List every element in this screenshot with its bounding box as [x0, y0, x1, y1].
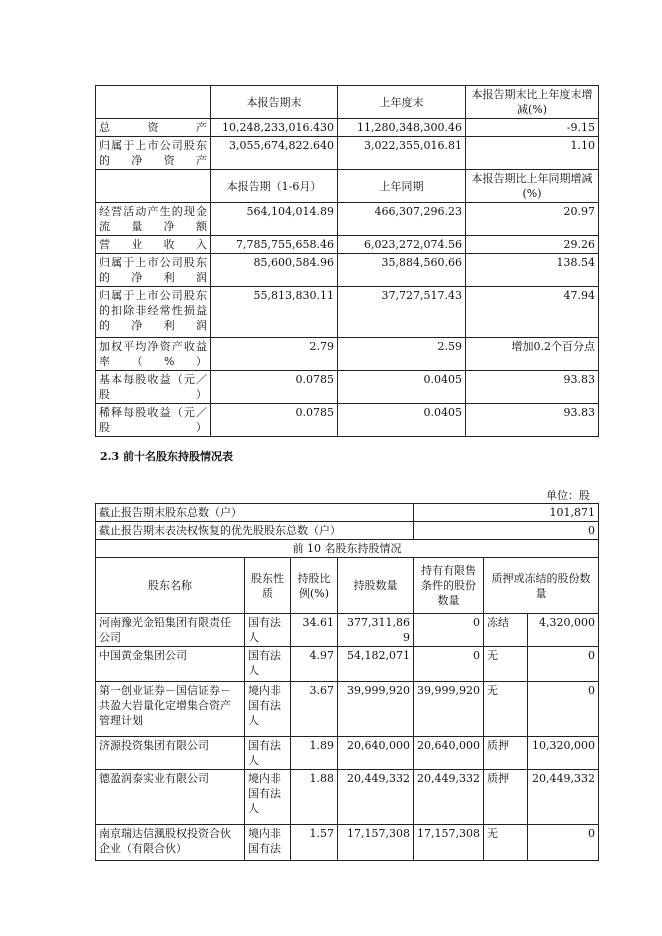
pledge-status: 无	[484, 647, 528, 682]
shareholder-type: 国有法人	[245, 737, 291, 770]
restricted-shares: 20,449,332	[414, 770, 484, 825]
column-header: 上年同期	[338, 170, 466, 203]
table-row	[96, 254, 599, 287]
top-shareholders-table	[95, 503, 599, 861]
pledged-shares: 20,449,332	[528, 770, 599, 825]
pledge-status: 无	[484, 682, 528, 737]
shareholder-name: 济源投资集团有限公司	[96, 737, 245, 770]
header-row	[96, 170, 599, 203]
value-cell: 564,104,014.89	[211, 203, 338, 236]
holding-ratio: 1.57	[291, 825, 338, 861]
restricted-shares: 17,157,308	[414, 825, 484, 861]
shareholder-type: 国有法人	[245, 614, 291, 647]
shareholder-row	[96, 647, 599, 682]
value-cell: 29.26	[466, 236, 599, 254]
shareholder-name: 南京瑞达信渢股权投资合伙企业（有限合伙）	[96, 825, 245, 861]
table-subtitle: 前 10 名股东持股情况	[96, 540, 599, 558]
pledged-shares: 0	[528, 647, 599, 682]
value-cell: 2.79	[211, 338, 338, 371]
table-row	[96, 404, 599, 437]
shareholder-type: 境内非国有法人	[245, 770, 291, 825]
pledge-status: 无	[484, 825, 528, 861]
table-row	[96, 203, 599, 236]
shareholder-row	[96, 825, 599, 861]
column-header: 持股比例(%)	[291, 558, 338, 614]
holding-ratio: 4.97	[291, 647, 338, 682]
holding-ratio: 3.67	[291, 682, 338, 737]
value-cell: 20.97	[466, 203, 599, 236]
shareholder-row	[96, 614, 599, 647]
restricted-shares: 0	[414, 647, 484, 682]
pledged-shares: 0	[528, 682, 599, 737]
subtitle-row	[96, 540, 599, 558]
restricted-shares: 39,999,920	[414, 682, 484, 737]
section-title: 2.3 前十名股东持股情况表	[100, 450, 233, 463]
shareholder-row	[96, 682, 599, 737]
value-cell: 35,884,560.66	[338, 254, 466, 287]
shareholder-name: 河南豫光金铅集团有限责任公司	[96, 614, 245, 647]
holding-ratio: 1.88	[291, 770, 338, 825]
column-header: 上年度末	[338, 86, 466, 119]
shareholder-row	[96, 737, 599, 770]
summary-row	[96, 522, 599, 540]
column-header: 股东名称	[96, 558, 245, 614]
value-cell: 55,813,830.11	[211, 287, 338, 338]
pledged-shares: 0	[528, 825, 599, 861]
table-row	[96, 137, 599, 170]
column-header: 质押或冻结的股份数量	[484, 558, 599, 614]
value-cell: 0.0785	[211, 371, 338, 404]
column-header: 本报告期末	[211, 86, 338, 119]
shares-held: 39,999,920	[338, 682, 414, 737]
column-header	[96, 170, 211, 203]
shareholder-name: 中国黄金集团公司	[96, 647, 245, 682]
pledge-status: 质押	[484, 770, 528, 825]
column-header: 持股数量	[338, 558, 414, 614]
pledged-shares: 4,320,000	[528, 614, 599, 647]
table-row	[96, 119, 599, 137]
summary-row	[96, 504, 599, 522]
shareholder-type: 境内非国有法	[245, 825, 291, 861]
value-cell: 6,023,272,074.56	[338, 236, 466, 254]
row-label: 基本每股收益（元／股）	[96, 371, 211, 404]
row-label: 归属于上市公司股东的净利润	[96, 254, 211, 287]
value-cell: 3,055,674,822.640	[211, 137, 338, 170]
table-row	[96, 236, 599, 254]
row-label: 归属于上市公司股东的净资产	[96, 137, 211, 170]
row-label: 归属于上市公司股东的扣除非经常性损益的净利润	[96, 287, 211, 338]
value-cell: 93.83	[466, 371, 599, 404]
shares-held: 17,157,308	[338, 825, 414, 861]
column-header: 本报告期（1-6月）	[211, 170, 338, 203]
summary-label: 截止报告期末表决权恢复的优先股股东总数（户）	[96, 522, 414, 540]
shareholder-name: 德盈润泰实业有限公司	[96, 770, 245, 825]
table-row	[96, 371, 599, 404]
summary-value: 101,871	[414, 504, 599, 522]
header-row	[96, 86, 599, 119]
value-cell: 11,280,348,300.46	[338, 119, 466, 137]
shares-held: 20,449,332	[338, 770, 414, 825]
value-cell: 138.54	[466, 254, 599, 287]
column-header: 本报告期末比上年度末增减(%)	[466, 86, 599, 119]
financial-summary-table	[95, 85, 599, 437]
holding-ratio: 34.61	[291, 614, 338, 647]
value-cell: 2.59	[338, 338, 466, 371]
pledge-status: 质押	[484, 737, 528, 770]
shares-held: 20,640,000	[338, 737, 414, 770]
row-label: 经营活动产生的现金流量净额	[96, 203, 211, 236]
header-row	[96, 558, 599, 614]
shareholder-name: 第一创业证券－国信证券－共盈大岩量化定增集合资产管理计划	[96, 682, 245, 737]
row-label: 营业收入	[96, 236, 211, 254]
value-cell: 0.0785	[211, 404, 338, 437]
column-header: 本报告期比上年同期增减(%)	[466, 170, 599, 203]
value-cell: 85,600,584.96	[211, 254, 338, 287]
value-cell: 37,727,517.43	[338, 287, 466, 338]
value-cell: 10,248,233,016.430	[211, 119, 338, 137]
row-label: 加权平均净资产收益率（%）	[96, 338, 211, 371]
column-header	[96, 86, 211, 119]
shareholder-row	[96, 770, 599, 825]
value-cell: 0.0405	[338, 404, 466, 437]
unit-label: 单位：股	[546, 489, 590, 502]
column-header: 股东性质	[245, 558, 291, 614]
value-cell: 47.94	[466, 287, 599, 338]
row-label: 稀释每股收益（元／股）	[96, 404, 211, 437]
row-label: 总资产	[96, 119, 211, 137]
pledged-shares: 10,320,000	[528, 737, 599, 770]
holding-ratio: 1.89	[291, 737, 338, 770]
column-header: 持有有限售条件的股份数量	[414, 558, 484, 614]
table-row	[96, 338, 599, 371]
value-cell: 3,022,355,016.81	[338, 137, 466, 170]
value-cell: 增加0.2个百分点	[466, 338, 599, 371]
summary-label: 截止报告期末股东总数（户）	[96, 504, 414, 522]
shares-held: 54,182,071	[338, 647, 414, 682]
restricted-shares: 0	[414, 614, 484, 647]
value-cell: 466,307,296.23	[338, 203, 466, 236]
shares-held: 377,311,869	[338, 614, 414, 647]
shareholder-type: 国有法人	[245, 647, 291, 682]
value-cell: 1.10	[466, 137, 599, 170]
value-cell: 93.83	[466, 404, 599, 437]
summary-value: 0	[414, 522, 599, 540]
value-cell: -9.15	[466, 119, 599, 137]
table-row	[96, 287, 599, 338]
shareholder-type: 境内非国有法人	[245, 682, 291, 737]
value-cell: 7,785,755,658.46	[211, 236, 338, 254]
restricted-shares: 20,640,000	[414, 737, 484, 770]
value-cell: 0.0405	[338, 371, 466, 404]
pledge-status: 冻结	[484, 614, 528, 647]
